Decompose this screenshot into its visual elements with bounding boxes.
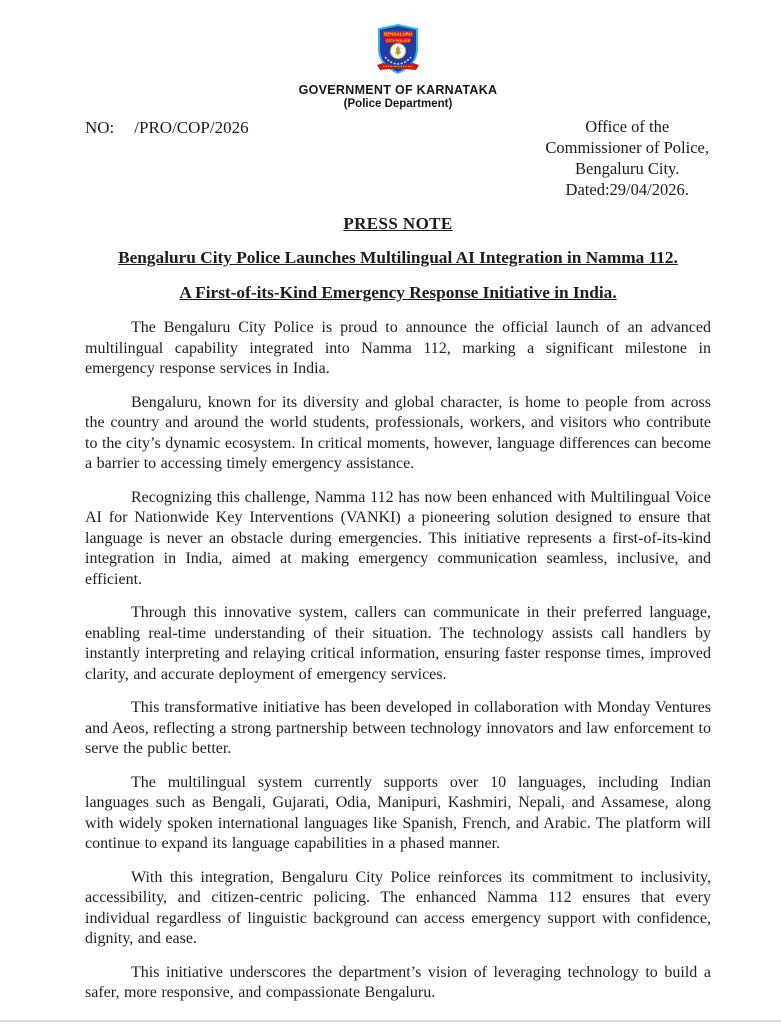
reference-number: [85, 116, 249, 138]
press-note-title: PRESS NOTE: [343, 214, 453, 233]
crest-band-top-text: BENGALURU: [383, 31, 413, 37]
press-note-body: [85, 318, 711, 1004]
office-address-block: [545, 116, 709, 200]
paragraph: This transformative initiative has been developed in collaboration with Monday Ventures and Aeos, reflecting a strong partnership between technology innovators and law enforcement to serve the public better.: [85, 699, 711, 757]
office-line: Bengaluru City.: [575, 159, 680, 178]
office-line: Office of the: [585, 117, 670, 136]
paragraph: With this integration, Bengaluru City Police reinforces its commitment to inclusivity, accessibility, and citizen-centric policing. The enhanced Namma 112 ensures that every individual regardless of linguistic background can access emergency support with confidence, dignity, and ease.: [85, 868, 711, 947]
government-org-name: GOVERNMENT OF KARNATAKA: [298, 83, 498, 97]
paragraph: This initiative underscores the department’s vision of leveraging technology to build a safer, more responsive, and compassionate Bengaluru.: [85, 963, 711, 1001]
paragraph: Through this innovative system, callers can communicate in their preferred language, enabling real-time understanding of their situation. The technology assists call handlers by instantly interpreting and relaying critical information, ensuring faster response times, improved clarity, and accurate deployment of emergency services.: [85, 604, 711, 683]
paragraph: The Bengaluru City Police is proud to announce the official launch of an advanced multilingual capability integrated into Namma 112, marking a significant milestone in emergency response services in India.: [85, 319, 711, 377]
paragraph: Recognizing this challenge, Namma 112 has now been enhanced with Multilingual Voice AI for Nationwide Key Interventions (VANKI) a pioneering solution designed to ensure that language is never an obstacle during emergencies. This initiative represents a first-of-its-kind integration in India, aimed at making emergency communication seamless, inclusive, and efficient.: [85, 488, 711, 588]
headline-primary: Bengaluru City Police Launches Multilingual AI Integration in Namma 112.: [118, 248, 678, 267]
office-date-line: Dated:29/04/2026.: [565, 180, 689, 199]
reference-number-label: NO:: [85, 118, 115, 137]
bengaluru-city-police-crest-icon: [370, 24, 426, 76]
crest-band-bottom-text: CITY POLICE: [385, 38, 411, 43]
reference-number-value: /PRO/COP/2026: [134, 118, 249, 137]
reference-and-office-row: [85, 116, 711, 200]
headline-secondary: A First-of-its-Kind Emergency Response Initiative in India.: [179, 283, 617, 302]
paragraph: The multilingual system currently supports over 10 languages, including Indian languages such as Bengali, Gujarati, Odia, Manipuri, Kashmiri, Nepali, and Assamese, along with widely spoken international languages like Spanish, French, and Arabic. The platform will continue to expand its language capabilities in a phased manner.: [85, 773, 711, 852]
letterhead: [85, 24, 711, 110]
police-department-label: (Police Department): [343, 98, 453, 110]
office-line: Commissioner of Police,: [545, 138, 709, 157]
page-bottom-edge: [0, 1020, 781, 1022]
paragraph: Bengaluru, known for its diversity and global character, is home to people from across the country and around the world students, professionals, workers, and visitors who contribute to the city’s dynamic ecosystem. In critical moments, however, language differences can become a barrier to accessing timely emergency assistance.: [85, 393, 711, 472]
